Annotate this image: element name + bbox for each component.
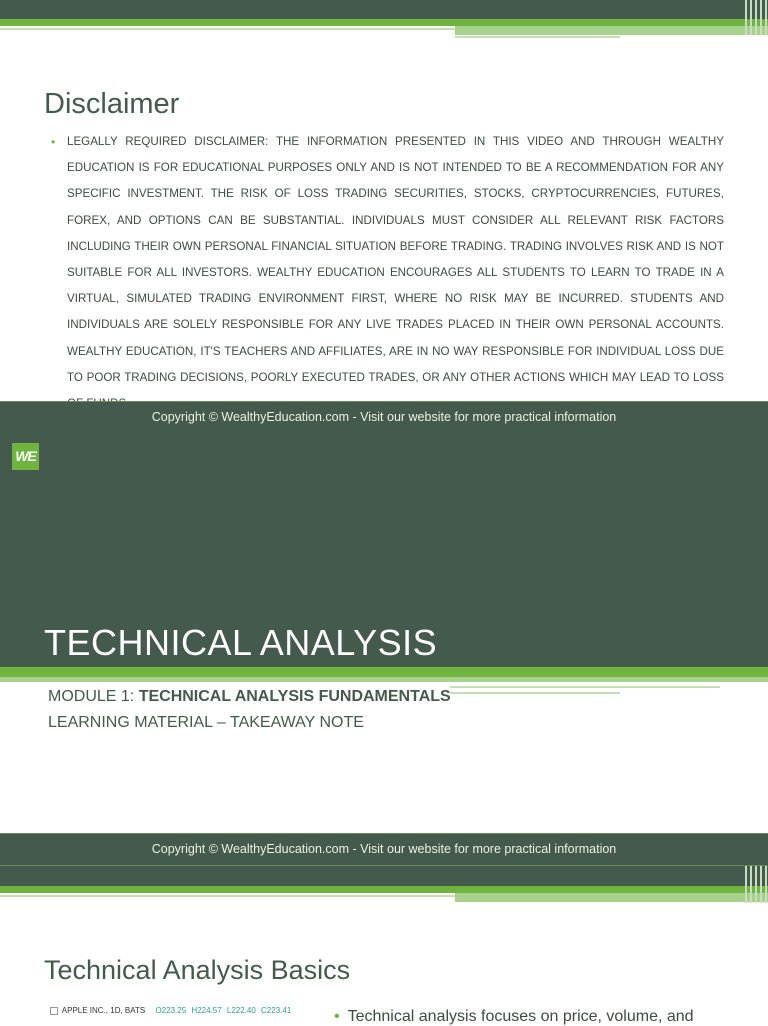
- chart-close: C223.41: [261, 1006, 292, 1015]
- disclaimer-text: • LEGALLY REQUIRED DISCLAIMER: THE INFORMATION PRESENTED IN THIS VIDEO AND THROUGH WEALTHY EDUCATION IS FOR EDUCATIONAL PURPOSES ONLY AND IS NOT INTENDED TO BE A RECOMMENDATION FOR ANY SPECIFIC INVESTMENT. THE RISK OF LOSS TRADING SECURITIES, STOCKS, CRYPTOCURRENCIES, FUTURES, FOREX, AND OPTIONS CAN BE SUBSTANTIAL. INDIVIDUALS MUST CONSIDER ALL RELEVANT RISK FACTORS INCLUDING THEIR OWN PERSONAL FINANCIAL SITUATION BEFORE TRADING. TRADING INVOLVES RISK AND IS NOT SUITABLE FOR ALL INVESTORS. WEALTHY EDUCATION ENCOURAGES ALL STUDENTS TO LEARN TO TRADE IN A VIRTUAL, SIMULATED TRADING ENVIRONMENT FIRST, WHERE NO RISK MAY BE INCURRED. STUDENTS AND INDIVIDUALS ARE SOLELY RESPONSIBLE FOR ANY LIVE TRADES PLACED IN THEIR OWN PERSONAL ACCOUNTS. WEALTHY EDUCATION, IT'S TEACHERS AND AFFILIATES, ARE IN NO WAY RESPONSIBLE FOR INDIVIDUAL LOSS DUE TO POOR TRADING DECISIONS, POORLY EXECUTED TRADES, OR ANY OTHER ACTIONS WHICH MAY LEAD TO LOSS: [45, 129, 724, 417]
- top-banner-line: [0, 895, 455, 897]
- copyright-footer: Copyright © WealthyEducation.com - Visit our website for more practical information: [0, 401, 768, 434]
- slide-title: Disclaimer: [44, 88, 180, 120]
- top-banner: [0, 866, 768, 886]
- top-banner-light: [455, 893, 768, 902]
- module-subtitle: LEARNING MATERIAL – TAKEAWAY NOTE: [48, 714, 364, 731]
- top-banner-accent: [0, 19, 768, 26]
- chart-high: H224.57: [191, 1006, 222, 1015]
- slide-title: Technical Analysis Basics: [44, 955, 351, 985]
- disclaimer-list: [45, 129, 724, 417]
- slide-title: TECHNICAL ANALYSIS: [44, 622, 438, 663]
- module-heading: [48, 688, 451, 706]
- chart-open: O223.25: [155, 1006, 187, 1015]
- wealthy-education-logo: WE: [12, 443, 39, 470]
- copyright-footer: Copyright © WealthyEducation.com - Visit our website for more practical information: [0, 833, 768, 866]
- top-banner: [0, 0, 768, 19]
- title-banner-accent: [0, 667, 768, 677]
- chart-header: [50, 1006, 320, 1024]
- bullet-icon: •: [334, 1008, 340, 1025]
- module-prefix: MODULE 1:: [48, 688, 139, 705]
- bullet-text: Technical analysis focuses on price, volume, and: [347, 1008, 694, 1025]
- top-banner-line: [0, 28, 455, 30]
- chart-symbol: APPLE INC., 1D, BATS: [61, 1006, 146, 1015]
- top-banner-light: [455, 26, 768, 35]
- module-name: TECHNICAL ANALYSIS FUNDAMENTALS: [138, 688, 451, 705]
- top-banner-line-2: [455, 36, 620, 38]
- top-banner-stripes: [745, 0, 767, 35]
- collapse-icon: [50, 1007, 58, 1015]
- title-banner-line: [450, 686, 720, 688]
- top-banner-accent: [0, 886, 768, 893]
- title-banner-line-2: [450, 692, 620, 694]
- bullet-item: [334, 1008, 724, 1026]
- chart-low: L222.40: [226, 1006, 256, 1015]
- title-banner-light: [0, 677, 768, 682]
- top-banner-stripes: [745, 866, 767, 903]
